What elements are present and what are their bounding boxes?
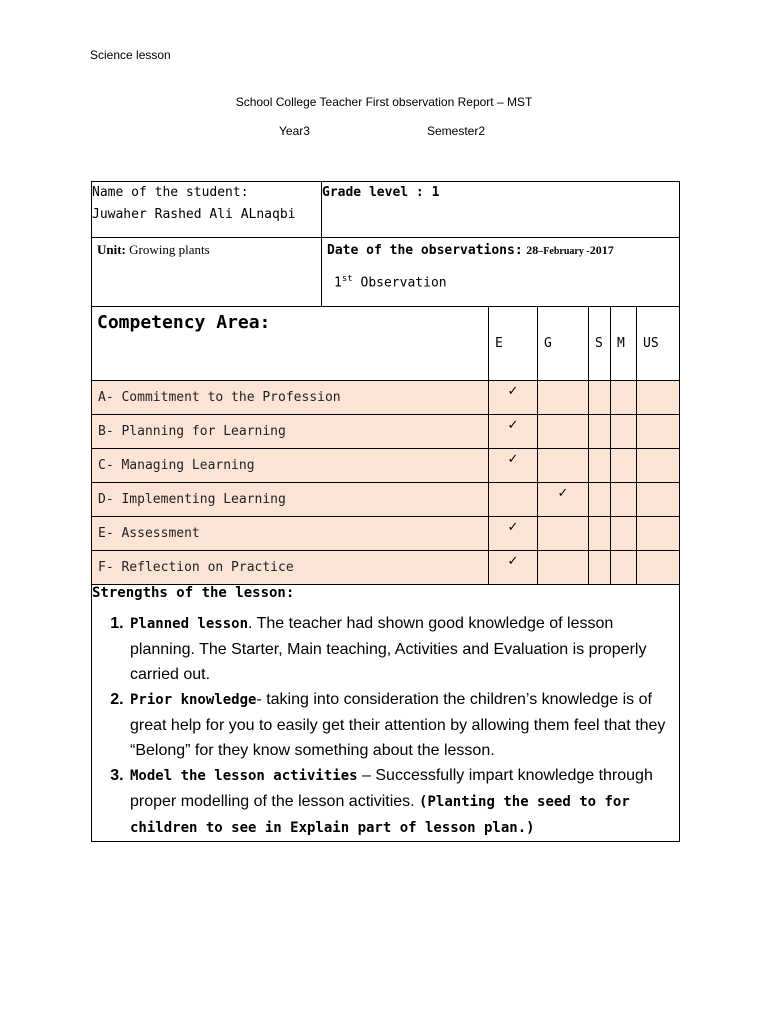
- rating-s: [589, 551, 611, 585]
- rating-us: [637, 415, 680, 449]
- strength-text: - taking into consideration the children’s knowledge is of great help for you to easily get their attention by allowing them feel that they “Belong” for they know something about the lesson.: [130, 691, 666, 759]
- rating-e: ✓: [489, 551, 538, 585]
- student-label: Name of the student:: [92, 185, 249, 200]
- strength-text: – Successfully impart knowledge through proper modelling of the lesson activities.: [130, 767, 653, 810]
- competency-row: [92, 381, 680, 415]
- header-subject: Science lesson: [90, 48, 171, 62]
- competency-label: E- Assessment: [92, 517, 489, 551]
- rating-e: ✓: [489, 449, 538, 483]
- rating-g: ✓: [538, 483, 589, 517]
- strength-tail: (Planting the seed to for children to see in Explain part of lesson plan.): [130, 794, 630, 836]
- strength-lead: Prior knowledge: [130, 692, 257, 708]
- unit-date-row: [92, 238, 680, 307]
- student-name: Juwaher Rashed Ali ALnaqbi: [92, 207, 296, 222]
- rating-m: [611, 517, 637, 551]
- competency-label: D- Implementing Learning: [92, 483, 489, 517]
- grade-cell: [322, 182, 680, 238]
- competency-header-row: [92, 307, 680, 381]
- rating-s: [589, 381, 611, 415]
- competency-row: [92, 517, 680, 551]
- competency-label: F- Reflection on Practice: [92, 551, 489, 585]
- strength-lead: Planned lesson: [130, 616, 249, 632]
- strength-item: [128, 687, 679, 763]
- rating-us: [637, 449, 680, 483]
- observation-label: Observation: [360, 275, 447, 291]
- rating-s: [589, 415, 611, 449]
- rating-e: ✓: [489, 415, 538, 449]
- rating-s: [589, 517, 611, 551]
- col-head-g: G: [538, 307, 589, 381]
- competency-row: [92, 415, 680, 449]
- observation-sup: st: [341, 274, 353, 284]
- observation-report-table: [91, 181, 680, 842]
- date-label: Date of the observations:: [327, 243, 523, 258]
- strength-item: [128, 611, 679, 687]
- competency-label: B- Planning for Learning: [92, 415, 489, 449]
- rating-m: [611, 415, 637, 449]
- rating-s: [589, 449, 611, 483]
- rating-us: [637, 517, 680, 551]
- date-cell: [322, 238, 680, 307]
- grade-level: Grade level : 1: [322, 185, 440, 200]
- competency-row: [92, 449, 680, 483]
- competency-label: A- Commitment to the Profession: [92, 381, 489, 415]
- semester-label: Semester2: [427, 124, 486, 138]
- col-head-us: US: [637, 307, 680, 381]
- student-cell: [92, 182, 322, 238]
- report-title: School College Teacher First observation Report – MST: [235, 95, 533, 109]
- strength-lead: Model the lesson activities: [130, 768, 358, 784]
- rating-e: ✓: [489, 381, 538, 415]
- rating-m: [611, 483, 637, 517]
- strength-item: [128, 763, 679, 841]
- observation-number: 1: [334, 275, 342, 291]
- student-info-row: [92, 182, 680, 238]
- date-line: [322, 238, 679, 262]
- strengths-row: [92, 585, 680, 842]
- competency-title: Competency Area:: [97, 312, 271, 333]
- competency-label: C- Managing Learning: [92, 449, 489, 483]
- rating-e: [489, 483, 538, 517]
- rating-us: [637, 551, 680, 585]
- rating-e: ✓: [489, 517, 538, 551]
- rating-us: [637, 381, 680, 415]
- competency-row: [92, 483, 680, 517]
- date-year: 2017: [589, 243, 614, 257]
- rating-g: [538, 415, 589, 449]
- rating-g: [538, 551, 589, 585]
- rating-g: [538, 381, 589, 415]
- strength-text: . The teacher had shown good knowledge of lesson planning. The Starter, Main teaching, Activities and Evaluation is properly carried out.: [130, 615, 647, 683]
- rating-g: [538, 517, 589, 551]
- unit-value: Growing plants: [129, 242, 210, 257]
- rating-m: [611, 381, 637, 415]
- rating-s: [589, 483, 611, 517]
- rating-us: [637, 483, 680, 517]
- strengths-list: [92, 611, 679, 841]
- col-head-e: E: [489, 307, 538, 381]
- unit-label: Unit:: [97, 242, 126, 257]
- col-head-s: S: [589, 307, 611, 381]
- year-label: Year3: [279, 124, 310, 138]
- rating-m: [611, 449, 637, 483]
- strengths-title: Strengths of the lesson:: [92, 585, 295, 601]
- unit-line: [92, 238, 321, 262]
- observation-line: [322, 262, 679, 290]
- competency-title-cell: [92, 307, 489, 381]
- competency-row: [92, 551, 680, 585]
- col-head-m: M: [611, 307, 637, 381]
- strengths-cell: [92, 585, 680, 842]
- rating-m: [611, 551, 637, 585]
- date-day: 28: [526, 243, 539, 257]
- rating-g: [538, 449, 589, 483]
- date-month: –February -: [538, 246, 590, 257]
- unit-cell: [92, 238, 322, 307]
